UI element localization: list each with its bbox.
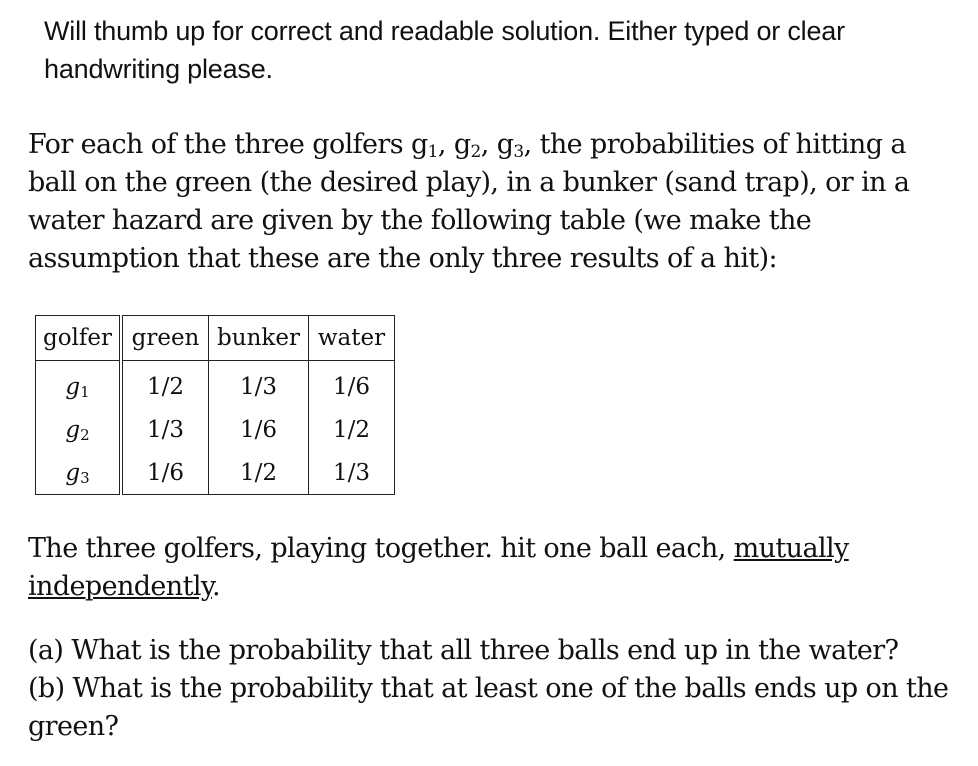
context-after: . (211, 571, 220, 602)
context-underlined: mutually independently (28, 533, 849, 602)
bunker-cell: 1/6 (209, 408, 309, 451)
golfer-symbol-2: $g_2$ (453, 129, 481, 162)
golfer-cell: $g_2$ (36, 408, 122, 451)
questions (28, 632, 958, 746)
header-green: green (121, 316, 209, 361)
bunker-cell: 1/2 (209, 451, 309, 495)
problem-statement (28, 126, 958, 278)
context-statement (28, 530, 958, 606)
water-cell: 1/2 (309, 408, 395, 451)
table-row (36, 361, 395, 409)
green-cell: 1/2 (121, 361, 209, 409)
problem-intro-before: For each of the three golfers (28, 129, 411, 160)
question-a: (a) What is the probability that all three balls end up in the water? (28, 635, 899, 666)
water-cell: 1/3 (309, 451, 395, 495)
green-cell: 1/6 (121, 451, 209, 495)
green-cell: 1/3 (121, 408, 209, 451)
bunker-cell: 1/3 (209, 361, 309, 409)
header-bunker: bunker (209, 316, 309, 361)
golfer-cell: $g_1$ (36, 361, 122, 409)
question-b: (b) What is the probability that at least one of the balls ends up on the green? (28, 673, 949, 742)
separator: , (480, 129, 497, 160)
header-water: water (309, 316, 395, 361)
probability-table (35, 315, 395, 495)
header-golfer: golfer (36, 316, 122, 361)
request-note: Will thumb up for correct and readable solution. Either typed or clear handwriting please. (44, 16, 845, 84)
golfer-symbol-3: $g_3$ (496, 129, 524, 162)
separator: , (437, 129, 454, 160)
golfer-symbol-1: $g_1$ (410, 129, 438, 162)
table-header-row (36, 316, 395, 361)
table-row (36, 408, 395, 451)
water-cell: 1/6 (309, 361, 395, 409)
table-row (36, 451, 395, 495)
golfer-cell: $g_3$ (36, 451, 122, 495)
context-before: The three golfers, playing together. hit one ball each, (28, 533, 734, 564)
problem-intro-after: , the probabilities of hitting a ball on the green (the desired play), in a bunker (sand trap), or in a water hazard are given by the following table (we make the assumption that these are the only three results of a hit): (28, 129, 910, 274)
